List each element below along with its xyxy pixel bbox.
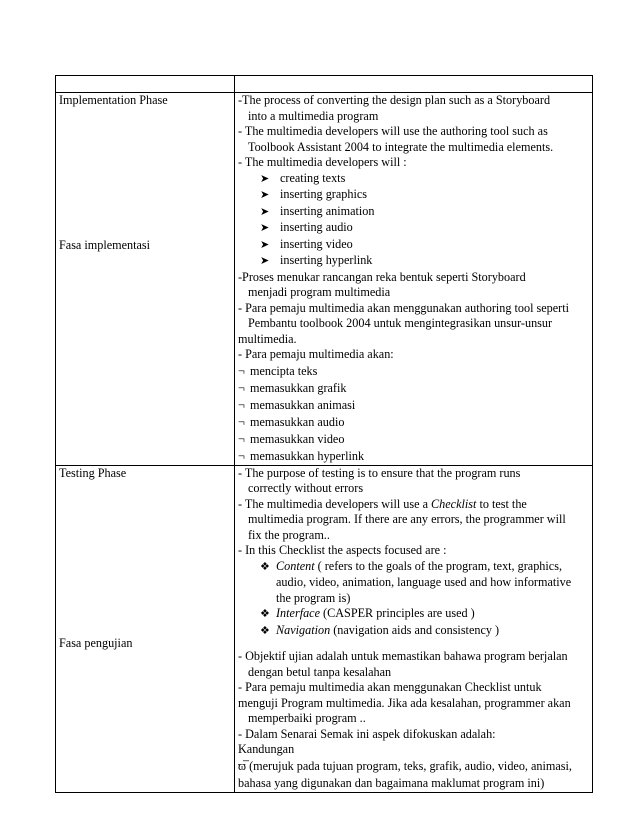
omega-bullet-icon: ϖ̅ (238, 758, 247, 773)
text-line: Pembantu toolbook 2004 untuk mengintegrasikan unsur-unsur (248, 316, 553, 330)
text-line: memperbaiki program .. (248, 711, 366, 725)
diamond-bullet-icon: ❖ (260, 560, 270, 573)
phase-label-ms: Fasa pengujian (59, 636, 133, 650)
text-line: menguji Program multimedia. Jika ada kesalahan, programmer akan (238, 695, 571, 710)
text-line: Toolbook Assistant 2004 to integrate the multimedia elements. (248, 139, 554, 154)
not-sign-bullet-icon: ¬ (238, 414, 245, 429)
list-item: ¬ mencipta teks (238, 363, 318, 378)
list-item: ¬ memasukkan hyperlink (238, 448, 365, 463)
text-line: -Proses menukar rancangan reka bentuk seperti Storyboard (238, 269, 526, 284)
document-table (55, 75, 593, 793)
phase-label-en: Testing Phase (59, 465, 127, 480)
text-line: - Para pemaju multimedia akan: (238, 347, 394, 361)
text-line: - Para pemaju multimedia akan menggunakan Checklist untuk (238, 680, 542, 694)
arrow-bullet-icon: ➤ (260, 189, 270, 201)
text-line: - The multimedia developers will use the authoring tool such as (238, 124, 548, 138)
list-item: ➤ inserting animation (238, 204, 589, 221)
text-line: - Objektif ujian adalah untuk memastikan bahawa program berjalan (238, 649, 568, 663)
not-sign-bullet-icon: ¬ (238, 448, 245, 463)
table-row-testing (56, 465, 593, 792)
phase-label-ms: Fasa implementasi (59, 237, 151, 252)
list-item: ¬ memasukkan animasi (238, 397, 356, 412)
list-item: ❖ Content ( refers to the goals of the program, text, graphics, (238, 559, 589, 576)
list-item: ➤ inserting hyperlink (238, 253, 589, 270)
text-line: multimedia. (238, 331, 297, 346)
list-item: ❖ Interface (CASPER principles are used ) (238, 606, 589, 623)
not-sign-bullet-icon: ¬ (238, 397, 245, 412)
header-cell-right (235, 76, 593, 93)
arrow-bullet-icon: ➤ (260, 255, 270, 267)
list-item: ϖ̅ (merujuk pada tujuan program, teks, grafik, audio, video, animasi, (238, 758, 572, 773)
phase-label-en: Implementation Phase (59, 93, 168, 107)
list-item: ➤ inserting graphics (238, 187, 589, 204)
diamond-bullet-icon: ❖ (260, 608, 270, 620)
table-row-implementation (56, 93, 593, 466)
text-line: multimedia program. If there are any errors, the programmer will (248, 512, 566, 526)
arrow-bullet-icon: ➤ (260, 172, 270, 185)
text-line: correctly without errors (248, 481, 364, 495)
phase-description-cell (235, 93, 593, 466)
text-line: - Para pemaju multimedia akan menggunakan authoring tool seperti (238, 300, 569, 315)
list-item: ¬ memasukkan audio (238, 414, 345, 429)
list-item: ➤ inserting audio (238, 220, 589, 237)
text-line: into a multimedia program (248, 108, 379, 123)
table-header-row (56, 76, 593, 93)
text-line: - The multimedia developers will use a Checklist to test the (238, 496, 527, 511)
text-line: - In this Checklist the aspects focused are : (238, 543, 447, 557)
text-line: fix the program.. (248, 527, 330, 542)
list-item: ¬ memasukkan grafik (238, 380, 347, 395)
phase-label-cell (56, 93, 235, 466)
text-line: Kandungan (238, 742, 295, 756)
not-sign-bullet-icon: ¬ (238, 380, 245, 395)
text-line: bahasa yang digunakan dan bagaimana maklumat program ini) (238, 775, 545, 790)
list-item: ❖ Navigation (navigation aids and consistency ) (238, 623, 589, 640)
not-sign-bullet-icon: ¬ (238, 363, 245, 378)
text-line: the program is) (276, 590, 351, 605)
text-line: - The purpose of testing is to ensure that the program runs (238, 465, 521, 480)
arrow-bullet-icon: ➤ (260, 222, 270, 234)
text-line: - Dalam Senarai Semak ini aspek difokuskan adalah: (238, 726, 496, 741)
text-line: audio, video, animation, language used and how informative (276, 575, 572, 589)
diamond-bullet-icon: ❖ (260, 624, 270, 637)
checklist-term: Checklist (431, 496, 477, 511)
phase-label-cell (56, 465, 235, 792)
arrow-bullet-icon: ➤ (260, 205, 270, 218)
list-item: ➤ inserting video (238, 237, 589, 254)
text-line: dengan betul tanpa kesalahan (248, 664, 392, 679)
phase-description-cell (235, 465, 593, 792)
text-line: menjadi program multimedia (248, 285, 391, 299)
not-sign-bullet-icon: ¬ (238, 431, 245, 446)
arrow-bullet-icon: ➤ (260, 238, 270, 251)
text-line: - The multimedia developers will : (238, 155, 407, 169)
list-item: ➤ creating texts (238, 171, 589, 188)
list-item: ¬ memasukkan video (238, 431, 345, 446)
header-cell-left (56, 76, 235, 93)
text-line: -The process of converting the design plan such as a Storyboard (238, 93, 551, 107)
